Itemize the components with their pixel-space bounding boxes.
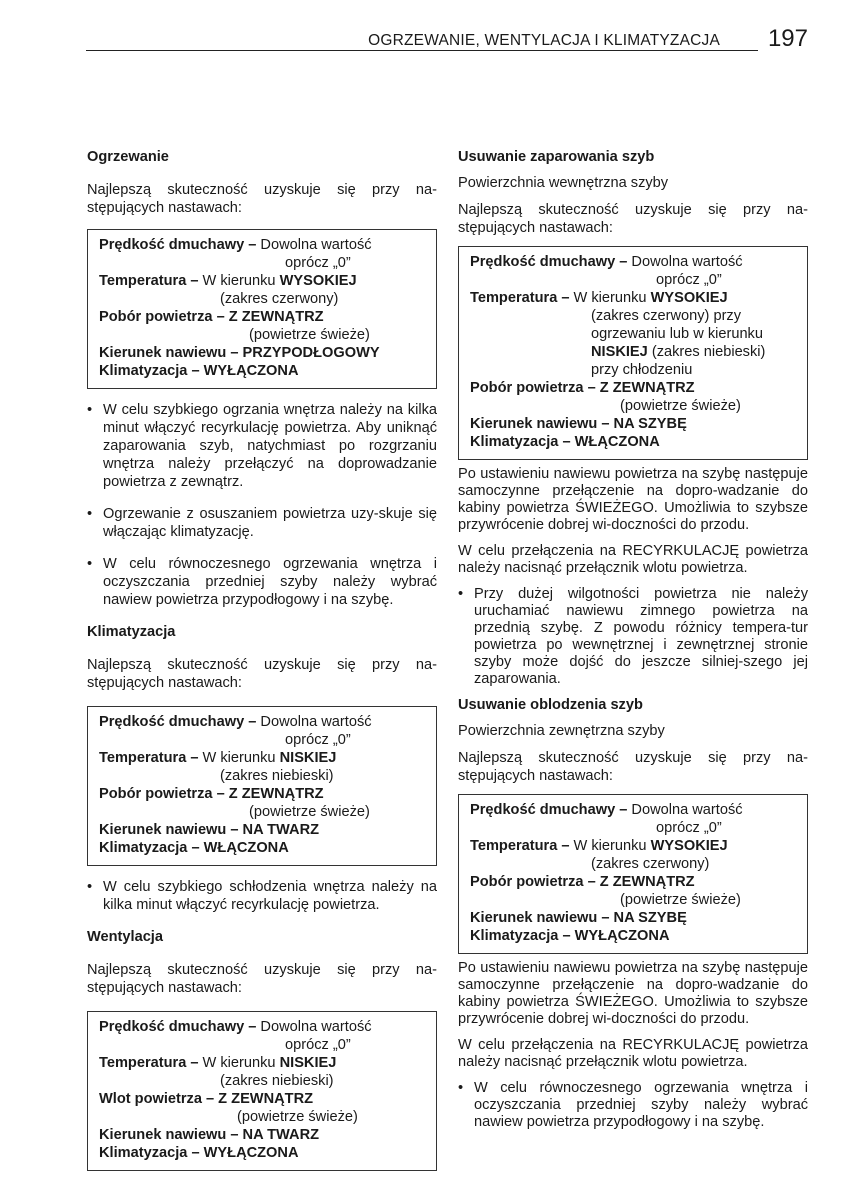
paragraph-fresh-air: Po ustawieniu nawiewu powietrza na szybę następuje samoczynne przełączenie na dopro-wadzanie do kabiny powietrza ŚWIEŻEGO. Umożliwia to szybsze przywrócenie dobrej wi-doczności do przodu. [458, 466, 808, 533]
left-column [87, 148, 437, 1183]
intro-text: Najlepszą skuteczność uzyskuje się przy na-stępujących nastawach: [458, 750, 808, 784]
value-temperature-range: (zakres niebieski) [220, 1073, 334, 1089]
ac-setting: Klimatyzacja – WYŁĄCZONA [99, 363, 299, 379]
subheading-outer-surface: Powierzchnia zewnętrzna szyby [458, 723, 665, 739]
section-heading-wentylacja: Wentylacja [87, 929, 163, 945]
settings-box-zaparowanie [458, 246, 808, 460]
air-intake-note: (powietrze świeże) [249, 327, 370, 343]
air-intake-setting: Wlot powietrza – Z ZEWNĄTRZ [99, 1091, 314, 1107]
label-fan-speed: Prędkość dmuchawy – [99, 714, 257, 730]
airflow-direction-setting: Kierunek nawiewu – NA SZYBĘ [470, 416, 687, 432]
bullet-icon: • [458, 586, 464, 602]
list-item: • Ogrzewanie z osuszaniem powietrza uzy-skuje się włączając klimatyzację. [87, 506, 437, 540]
value-temperature-level: NISKIEJ [279, 750, 337, 766]
settings-box-wentylacja [87, 1011, 437, 1171]
airflow-direction-setting: Kierunek nawiewu – PRZYPODŁOGOWY [99, 345, 380, 361]
settings-box-ogrzewanie [87, 229, 437, 389]
intro-text: Najlepszą skuteczność uzyskuje się przy na-stępujących nastawach: [87, 962, 437, 996]
ac-setting: Klimatyzacja – WŁĄCZONA [99, 840, 289, 856]
paragraph-recirculation: W celu przełączenia na RECYRKULACJĘ powietrza należy nacisnąć przełącznik wlotu powietrza. [458, 1037, 808, 1070]
value-temperature-level: WYSOKIEJ [650, 290, 728, 306]
page-number: 197 [767, 25, 808, 52]
label-temperature: Temperatura – [99, 273, 199, 289]
air-intake-note: (powietrze świeże) [620, 892, 741, 908]
intro-text: Najlepszą skuteczność uzyskuje się przy na-stępujących nastawach: [87, 182, 437, 216]
label-temperature: Temperatura – [470, 838, 570, 854]
airflow-direction-setting: Kierunek nawiewu – NA SZYBĘ [470, 910, 687, 926]
value-temperature-cooling: przy chłodzeniu [591, 362, 693, 378]
header-rule [86, 50, 758, 51]
value-temperature-range: (zakres niebieski) [220, 768, 334, 784]
value-temperature-level: WYSOKIEJ [650, 838, 728, 854]
ac-setting: Klimatyzacja – WŁĄCZONA [470, 434, 660, 450]
value-temperature: W kierunku [198, 273, 280, 289]
label-temperature: Temperatura – [99, 750, 199, 766]
paragraph-recirculation: W celu przełączenia na RECYRKULACJĘ powietrza należy nacisnąć przełącznik wlotu powietrza. [458, 543, 808, 576]
value-temperature-range: (zakres czerwony) przy [591, 308, 742, 324]
air-intake-setting: Pobór powietrza – Z ZEWNĄTRZ [470, 380, 695, 396]
value-temperature-level: WYSOKIEJ [279, 273, 357, 289]
air-intake-setting: Pobór powietrza – Z ZEWNĄTRZ [99, 786, 324, 802]
ac-setting: Klimatyzacja – WYŁĄCZONA [470, 928, 670, 944]
air-intake-note: (powietrze świeże) [620, 398, 741, 414]
value-fan-speed: Dowolna wartość [256, 1019, 372, 1035]
value-temperature-range: (zakres czerwony) [220, 291, 339, 307]
air-intake-setting: Pobór powietrza – Z ZEWNĄTRZ [470, 874, 695, 890]
section-heading-klimatyzacja: Klimatyzacja [87, 624, 176, 640]
value-fan-speed: Dowolna wartość [627, 802, 743, 818]
value-fan-speed: Dowolna wartość [627, 254, 743, 270]
label-fan-speed: Prędkość dmuchawy – [99, 237, 257, 253]
value-temperature: W kierunku [569, 838, 651, 854]
value-fan-speed-cont: oprócz „0” [656, 272, 722, 288]
airflow-direction-setting: Kierunek nawiewu – NA TWARZ [99, 1127, 320, 1143]
settings-box-klimatyzacja [87, 706, 437, 866]
value-temperature: W kierunku [569, 290, 651, 306]
bullet-icon: • [87, 506, 93, 522]
list-item: • W celu równoczesnego ogrzewania wnętrza i oczyszczania przedniej szyby należy wybrać nawiew powietrza przypodłogowy i na szybę. [458, 1080, 808, 1130]
subheading-inner-surface: Powierzchnia wewnętrzna szyby [458, 175, 669, 191]
value-fan-speed-cont: oprócz „0” [285, 732, 351, 748]
list-item: • W celu szybkiego schłodzenia wnętrza należy na kilka minut włączyć recyrkulację powietrza. [87, 879, 437, 913]
right-column [458, 148, 808, 1131]
label-fan-speed: Prędkość dmuchawy – [470, 254, 628, 270]
list-item: • W celu szybkiego ogrzania wnętrza należy na kilka minut włączyć recyrkulację powietrza. Aby uniknąć zaparowania szyb, natychmiast po rozgrzaniu wnętrza należy przełączyć na doprowadzanie powietrza z zewnątrz. [87, 402, 437, 490]
section-heading-ogrzewanie: Ogrzewanie [87, 149, 169, 165]
intro-text: Najlepszą skuteczność uzyskuje się przy na-stępujących nastawach: [458, 202, 808, 236]
air-intake-note: (powietrze świeże) [249, 804, 370, 820]
value-temperature: W kierunku [198, 750, 280, 766]
value-temperature-alt: NISKIEJ (zakres niebieski) [591, 344, 766, 360]
value-fan-speed-cont: oprócz „0” [656, 820, 722, 836]
intro-text: Najlepszą skuteczność uzyskuje się przy na-stępujących nastawach: [87, 657, 437, 691]
page-header [86, 26, 808, 50]
value-temperature-level: NISKIEJ [279, 1055, 337, 1071]
label-fan-speed: Prędkość dmuchawy – [99, 1019, 257, 1035]
label-fan-speed: Prędkość dmuchawy – [470, 802, 628, 818]
bullet-icon: • [87, 879, 93, 895]
value-temperature-range: (zakres czerwony) [591, 856, 710, 872]
bullet-icon: • [87, 402, 93, 418]
air-intake-note: (powietrze świeże) [237, 1109, 358, 1125]
value-temperature: W kierunku [198, 1055, 280, 1071]
value-fan-speed-cont: oprócz „0” [285, 1037, 351, 1053]
chapter-title: OGRZEWANIE, WENTYLACJA I KLIMATYZACJA [368, 32, 720, 49]
air-intake-setting: Pobór powietrza – Z ZEWNĄTRZ [99, 309, 324, 325]
bullet-icon: • [458, 1080, 464, 1096]
airflow-direction-setting: Kierunek nawiewu – NA TWARZ [99, 822, 320, 838]
settings-box-oblodzenie [458, 794, 808, 954]
section-heading-oblodzenie: Usuwanie oblodzenia szyb [458, 697, 643, 713]
section-heading-zaparowanie: Usuwanie zaparowania szyb [458, 149, 655, 165]
list-item: • Przy dużej wilgotności powietrza nie należy uruchamiać nawiewu zimnego powietrza na przednią szybę. Z powodu różnicy tempera-tur powietrza po wewnętrznej i zewnętrznej stronie szyby może dojść do jeszcze silniej-szego jej zaparowania. [458, 586, 808, 687]
bullet-icon: • [87, 556, 93, 572]
value-fan-speed-cont: oprócz „0” [285, 255, 351, 271]
label-temperature: Temperatura – [470, 290, 570, 306]
list-item: • W celu równoczesnego ogrzewania wnętrza i oczyszczania przedniej szyby należy wybrać nawiew powietrza przypodłogowy i na szybę. [87, 556, 437, 608]
ac-setting: Klimatyzacja – WYŁĄCZONA [99, 1145, 299, 1161]
paragraph-fresh-air: Po ustawieniu nawiewu powietrza na szybę następuje samoczynne przełączenie na dopro-wadzanie do kabiny powietrza ŚWIEŻEGO. Umożliwia to szybsze przywrócenie dobrej wi-doczności do przodu. [458, 960, 808, 1027]
value-fan-speed: Dowolna wartość [256, 714, 372, 730]
label-temperature: Temperatura – [99, 1055, 199, 1071]
value-temperature-note: ogrzewaniu lub w kierunku [591, 326, 763, 342]
value-fan-speed: Dowolna wartość [256, 237, 372, 253]
